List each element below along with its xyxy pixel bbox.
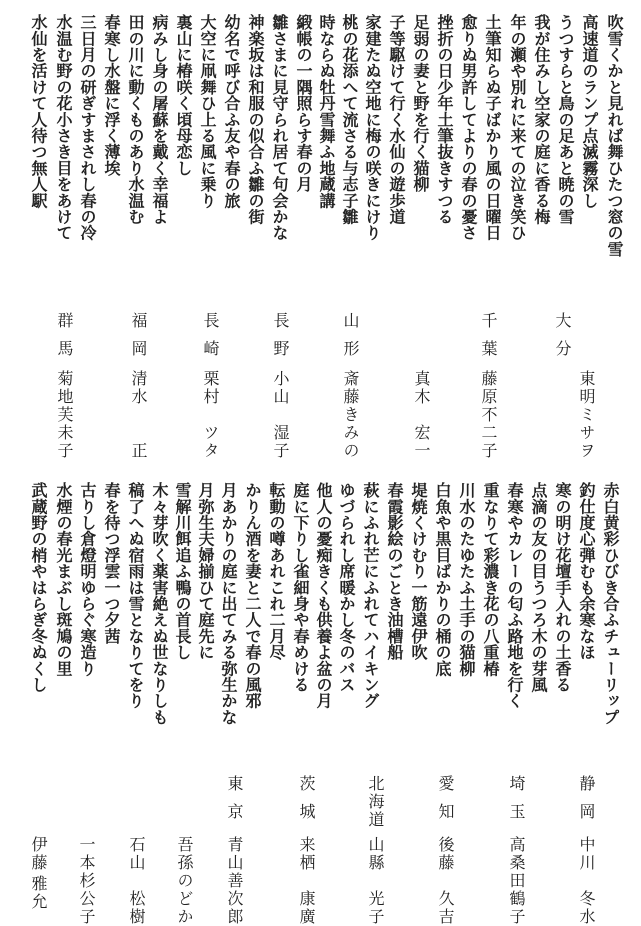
haiku-line: 田の川に動くものあり水温む [126,14,145,225]
author-prefecture: 群馬 [55,312,74,368]
haiku-line: 裏山に椿咲く頃母恋し [174,14,193,176]
author-prefecture: 伊藤 [29,836,48,872]
author-name: 青山善次郎 [225,836,244,926]
author-name: 小山 湿子 [271,370,290,460]
author-prefecture: 長野 [271,312,290,368]
author-name: 後藤 久吉 [436,836,455,926]
haiku-line: 水仙を活けて人待つ無人駅 [29,14,48,209]
haiku-line: 川水のたゆたふ土手の猫柳 [457,482,476,677]
haiku-line: 寒の明け花壇手入れの土香る [553,482,572,693]
haiku-line: 他人の憂痴きくも供養よ盆の月 [314,482,333,709]
haiku-line: 点滴の友の目うつろ木の芽風 [529,482,548,693]
author-name: 藤原不二子 [479,370,498,460]
haiku-line: うつすらと鳥の足あと暁の雪 [556,14,575,225]
haiku-line: 幼名で呼び合ふ友や春の旅 [222,14,241,209]
author-name: 中川 冬水 [577,836,596,926]
author-name: 斎藤きみの [341,370,360,460]
haiku-line: 庭に下りし雀細身や春めける [291,482,310,693]
haiku-line: 木々芽吹く薬害絶えぬ世なりしも [150,482,169,725]
haiku-line: 子等駆けて行く水仙の遊歩道 [387,14,406,225]
haiku-line: 転動の噂あれこれ二月尽 [267,482,286,661]
haiku-line: 年の瀬や別れに来ての泣き笑ひ [508,14,527,241]
haiku-line: かりん酒を妻と二人で春の風邪 [243,482,262,709]
author-prefecture: 茨城 [297,775,316,831]
haiku-line: 月あかりの庭に出てみる弥生かな [219,482,238,725]
haiku-line: 我が住みし空家の庭に香る梅 [532,14,551,225]
author-prefecture: 埼玉 [507,775,526,831]
haiku-line: 家建たぬ空地に梅の咲きにけり [363,14,382,241]
haiku-line: 挫折の日少年土筆抜きすつる [435,14,454,225]
haiku-line: 武蔵野の梢やはらぎ冬ぬくし [29,482,48,693]
haiku-line: 時ならぬ牡丹雪舞ふ地蔵講 [317,14,336,209]
author-name: 一本杉公子 [77,836,96,926]
haiku-line: 萩にふれ芒にふれてハイキング [361,482,380,709]
author-prefecture: 東京 [225,775,244,831]
haiku-line: 春霞影絵のごとき油槽船 [385,482,404,661]
author-name: 清水 正 [129,370,148,460]
author-name: 真木 宏一 [412,370,431,460]
author-name: 東明ミサヲ [577,370,596,460]
author-name: 石山 松樹 [127,836,146,926]
haiku-line: 愈りぬ男許してよりの春の憂さ [459,14,478,241]
haiku-line: 高速道のランプ点滅霧深し [580,14,599,209]
haiku-line: 春寒し水盤に浮く薄埃 [102,14,121,176]
author-name: 高桑田鶴子 [507,836,526,926]
haiku-line: 月弥生夫婦揃ひて庭先に [196,482,215,661]
haiku-line: 稿了へぬ宿雨は雪となりてをり [126,482,145,709]
haiku-line: 春寒やカレーの匂ふ路地を行く [505,482,524,709]
author-name: 山縣 光子 [366,836,385,926]
haiku-line: 水煙の春光まぶし斑鳩の里 [54,482,73,677]
haiku-line: 春を待つ浮雲一つ夕茜 [102,482,121,644]
haiku-line: 雪解川餌追ふ鴨の首長し [173,482,192,661]
author-name: 栗村 ツタ [201,370,220,460]
haiku-line: 大空に凧舞ひ上る風に乗り [198,14,217,209]
author-name: 吾孫のどか [175,836,194,926]
author-prefecture: 大分 [553,312,572,368]
haiku-line: 吹雪くかと見れば舞ひたつ窓の雪 [605,14,624,257]
haiku-line: 白魚や黒目ばかりの桶の底 [433,482,452,677]
author-prefecture: 静岡 [577,775,596,831]
author-prefecture: 長崎 [201,312,220,368]
author-prefecture: 福岡 [129,312,148,368]
author-prefecture: 愛知 [436,775,455,831]
author-name: 菊地芙未子 [55,370,74,460]
haiku-line: 赤白黄彩ひびき合ふチューリップ [601,482,620,725]
haiku-line: 釣仕度心弾むも余寒なほ [577,482,596,661]
haiku-line: 病みし身の屠蘇を戴く幸福よ [150,14,169,225]
author-prefecture: 山形 [341,312,360,368]
haiku-line: 桃の花添へて流さる与志子雛 [340,14,359,225]
haiku-line: 雛さまに見守られ居て句会かな [270,14,289,241]
haiku-line: 水温む野の花小さき目をあけて [54,14,73,241]
haiku-line: 堤焼くけむり一筋遠伊吹 [409,482,428,661]
haiku-line: 神楽坂は和服の似合ふ雛の街 [246,14,265,225]
haiku-line: 足弱の妻と野を行く猫柳 [411,14,430,193]
haiku-line: ゆづられし席暖かし冬のバス [337,482,356,693]
haiku-line: 三日月の研ぎすまされし春の冷 [78,14,97,241]
haiku-line: 重なりて彩濃き花の八重椿 [481,482,500,677]
author-prefecture: 千葉 [479,312,498,368]
haiku-line: 土筆知らぬ子ばかり風の日曜日 [483,14,502,241]
author-name: 雅允 [29,875,48,911]
author-name: 来栖 康廣 [297,836,316,926]
author-prefecture: 北海道 [366,775,385,829]
haiku-line: 緞帳の一隅照らす春の月 [294,14,313,193]
haiku-line: 古りし倉燈明ゆらぐ寒造り [78,482,97,677]
